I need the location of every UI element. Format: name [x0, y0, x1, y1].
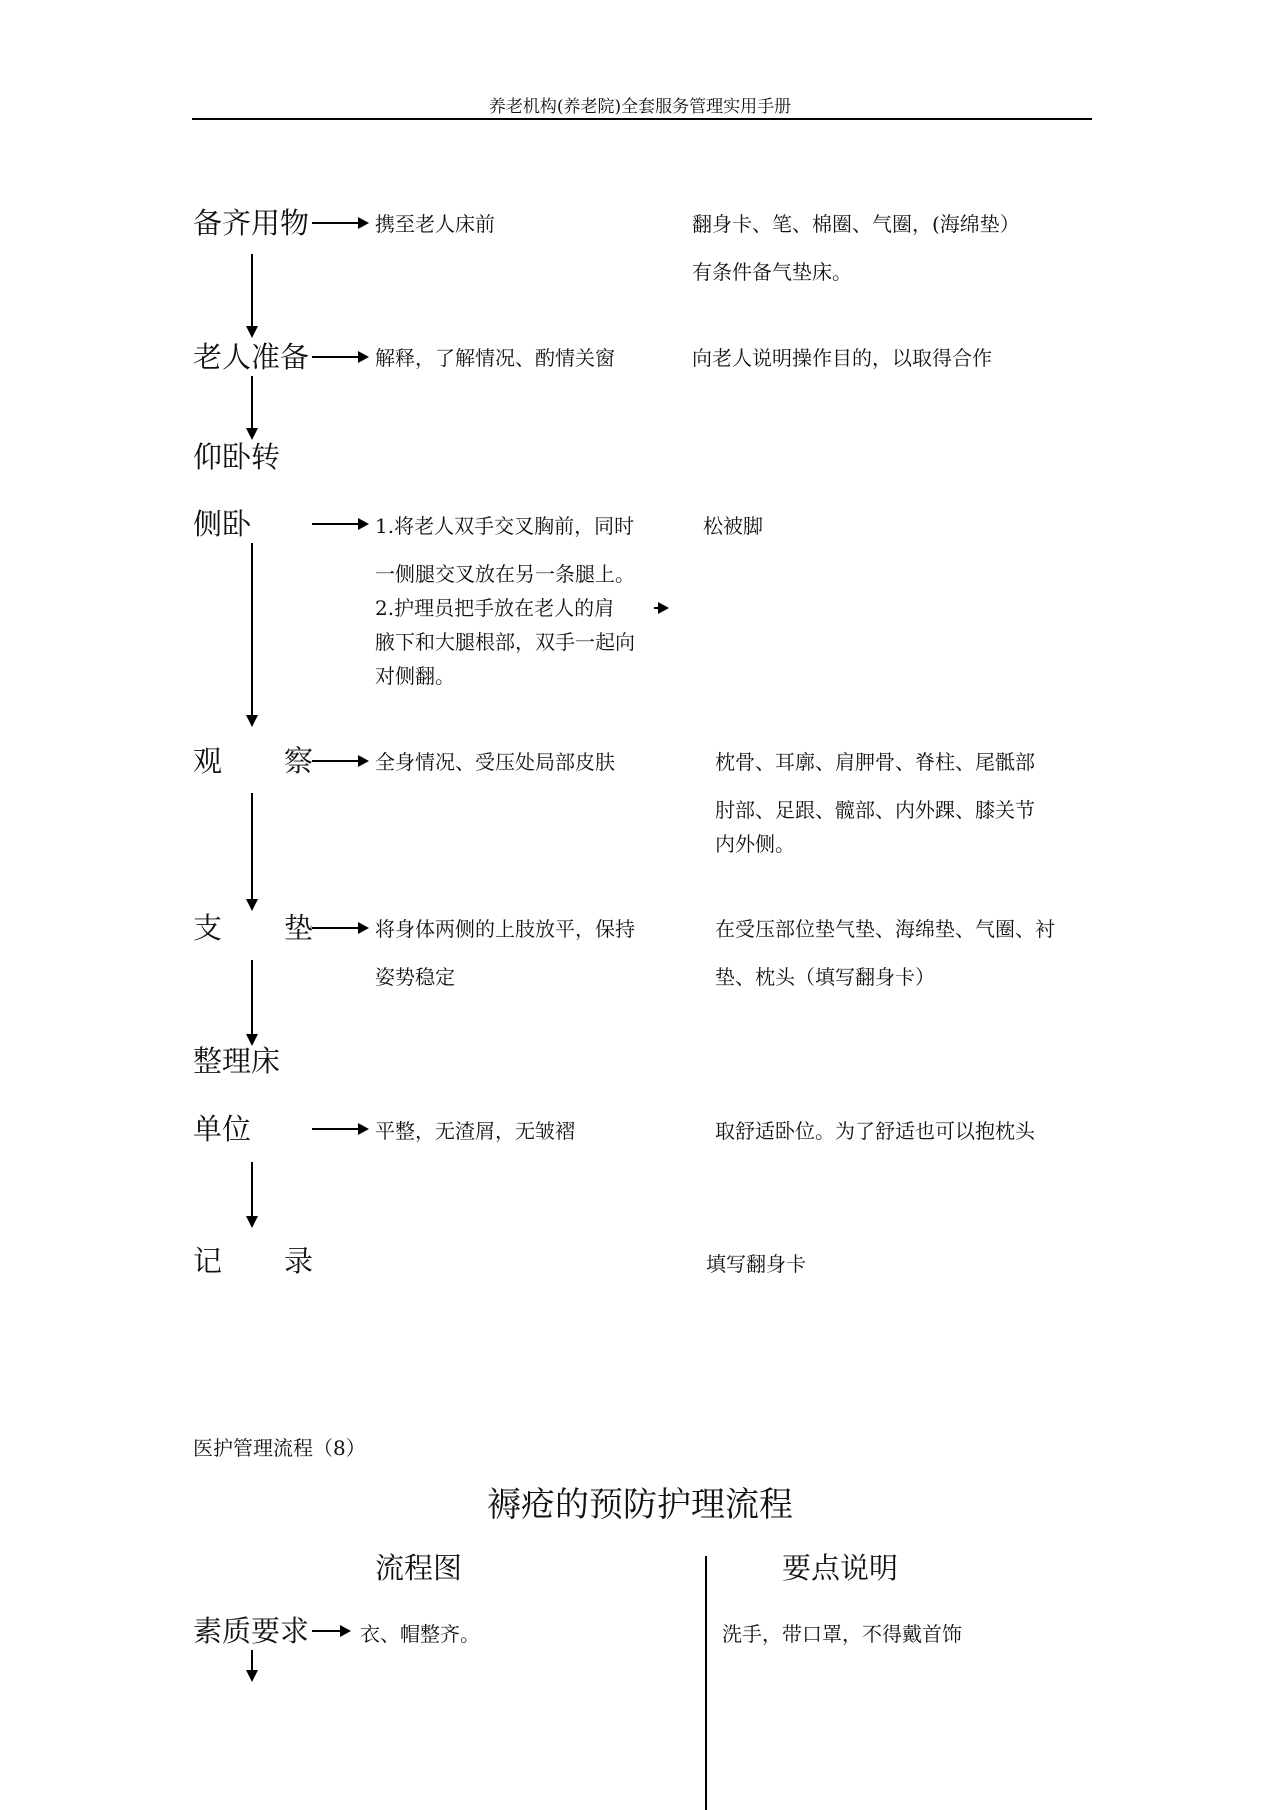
- step-desc-observe: 全身情况、受压处局部皮肤: [375, 750, 615, 774]
- page-title: 褥疮的预防护理流程: [487, 1485, 793, 1525]
- down-arrow-icon: [251, 1162, 253, 1226]
- step-desc-prepare-supplies: 携至老人床前: [375, 212, 495, 236]
- step-note-quality: 洗手，带口罩，不得戴首饰: [722, 1622, 962, 1646]
- step-label-turn-1: 仰卧转: [193, 440, 281, 474]
- right-arrow-icon: [312, 523, 367, 525]
- section-label: 医护管理流程（8）: [193, 1436, 366, 1460]
- step-note-observe-1: 枕骨、耳廓、肩胛骨、脊柱、尾骶部: [715, 750, 1035, 774]
- step-note-record: 填写翻身卡: [706, 1252, 806, 1276]
- right-arrow-icon: [312, 927, 367, 929]
- step-desc-turn-3: 2.护理员把手放在老人的肩: [375, 596, 615, 620]
- step-desc-turn-1: 1.将老人双手交叉胸前，同时: [375, 514, 635, 538]
- step-label-prepare-supplies: 备齐用物: [193, 206, 310, 240]
- step-label-support-b: 垫: [284, 911, 314, 945]
- right-arrow-icon: [312, 1128, 367, 1130]
- header-rule: [192, 118, 1092, 120]
- down-arrow-icon: [251, 254, 253, 336]
- step-note-tidy-bed: 取舒适卧位。为了舒适也可以抱枕头: [715, 1119, 1035, 1143]
- step-desc-support-2: 姿势稳定: [375, 965, 455, 989]
- step-note-turn: 松被脚: [703, 514, 763, 538]
- down-arrow-icon: [251, 376, 253, 438]
- step-note-prepare-supplies-1: 翻身卡、笔、棉圈、气圈，(海绵垫）: [692, 212, 1020, 236]
- step-desc-tidy-bed: 平整，无渣屑，无皱褶: [375, 1119, 575, 1143]
- step-note-prepare-supplies-2: 有条件备气垫床。: [692, 260, 852, 284]
- step-label-turn-2: 侧卧: [193, 507, 252, 541]
- right-arrow-icon: [312, 1630, 349, 1632]
- column-header-flowchart: 流程图: [375, 1551, 463, 1585]
- step-desc-turn-4: 腋下和大腿根部，双手一起向: [375, 630, 635, 654]
- down-arrow-icon: [251, 1650, 253, 1680]
- step-note-support-2: 垫、枕头（填写翻身卡）: [715, 965, 935, 989]
- step-desc-quality: 衣、帽整齐。: [360, 1622, 480, 1646]
- step-note-elder-prep: 向老人说明操作目的，以取得合作: [692, 346, 992, 370]
- column-divider: [705, 1556, 707, 1810]
- step-label-observe-a: 观: [193, 744, 223, 778]
- right-arrow-icon: [312, 356, 367, 358]
- step-note-observe-2: 肘部、足跟、髋部、内外踝、膝关节: [715, 798, 1035, 822]
- step-desc-turn-5: 对侧翻。: [375, 664, 455, 688]
- right-arrow-icon: [312, 760, 367, 762]
- column-header-key-points: 要点说明: [782, 1551, 899, 1585]
- step-label-record-a: 记: [193, 1244, 223, 1278]
- step-label-tidy-bed-2: 单位: [193, 1112, 252, 1146]
- step-label-support-a: 支: [193, 911, 223, 945]
- down-arrow-icon: [251, 960, 253, 1044]
- right-arrow-icon: [312, 222, 367, 224]
- page-header-title: 养老机构(养老院)全套服务管理实用手册: [488, 97, 792, 117]
- step-label-observe-b: 察: [284, 744, 314, 778]
- step-note-observe-3: 内外侧。: [715, 832, 795, 856]
- step-label-quality: 素质要求: [193, 1614, 310, 1648]
- down-arrow-icon: [251, 543, 253, 725]
- down-arrow-icon: [251, 793, 253, 909]
- step-desc-elder-prep: 解释，了解情况、酌情关窗: [375, 346, 615, 370]
- step-note-support-1: 在受压部位垫气垫、海绵垫、气圈、衬: [715, 917, 1055, 941]
- small-arrow-icon: [654, 607, 667, 609]
- step-label-record-b: 录: [284, 1244, 314, 1278]
- step-desc-turn-2: 一侧腿交叉放在另一条腿上。: [375, 562, 635, 586]
- step-label-tidy-bed-1: 整理床: [193, 1044, 281, 1078]
- step-desc-support-1: 将身体两侧的上肢放平，保持: [375, 917, 635, 941]
- step-label-elder-prep: 老人准备: [193, 340, 310, 374]
